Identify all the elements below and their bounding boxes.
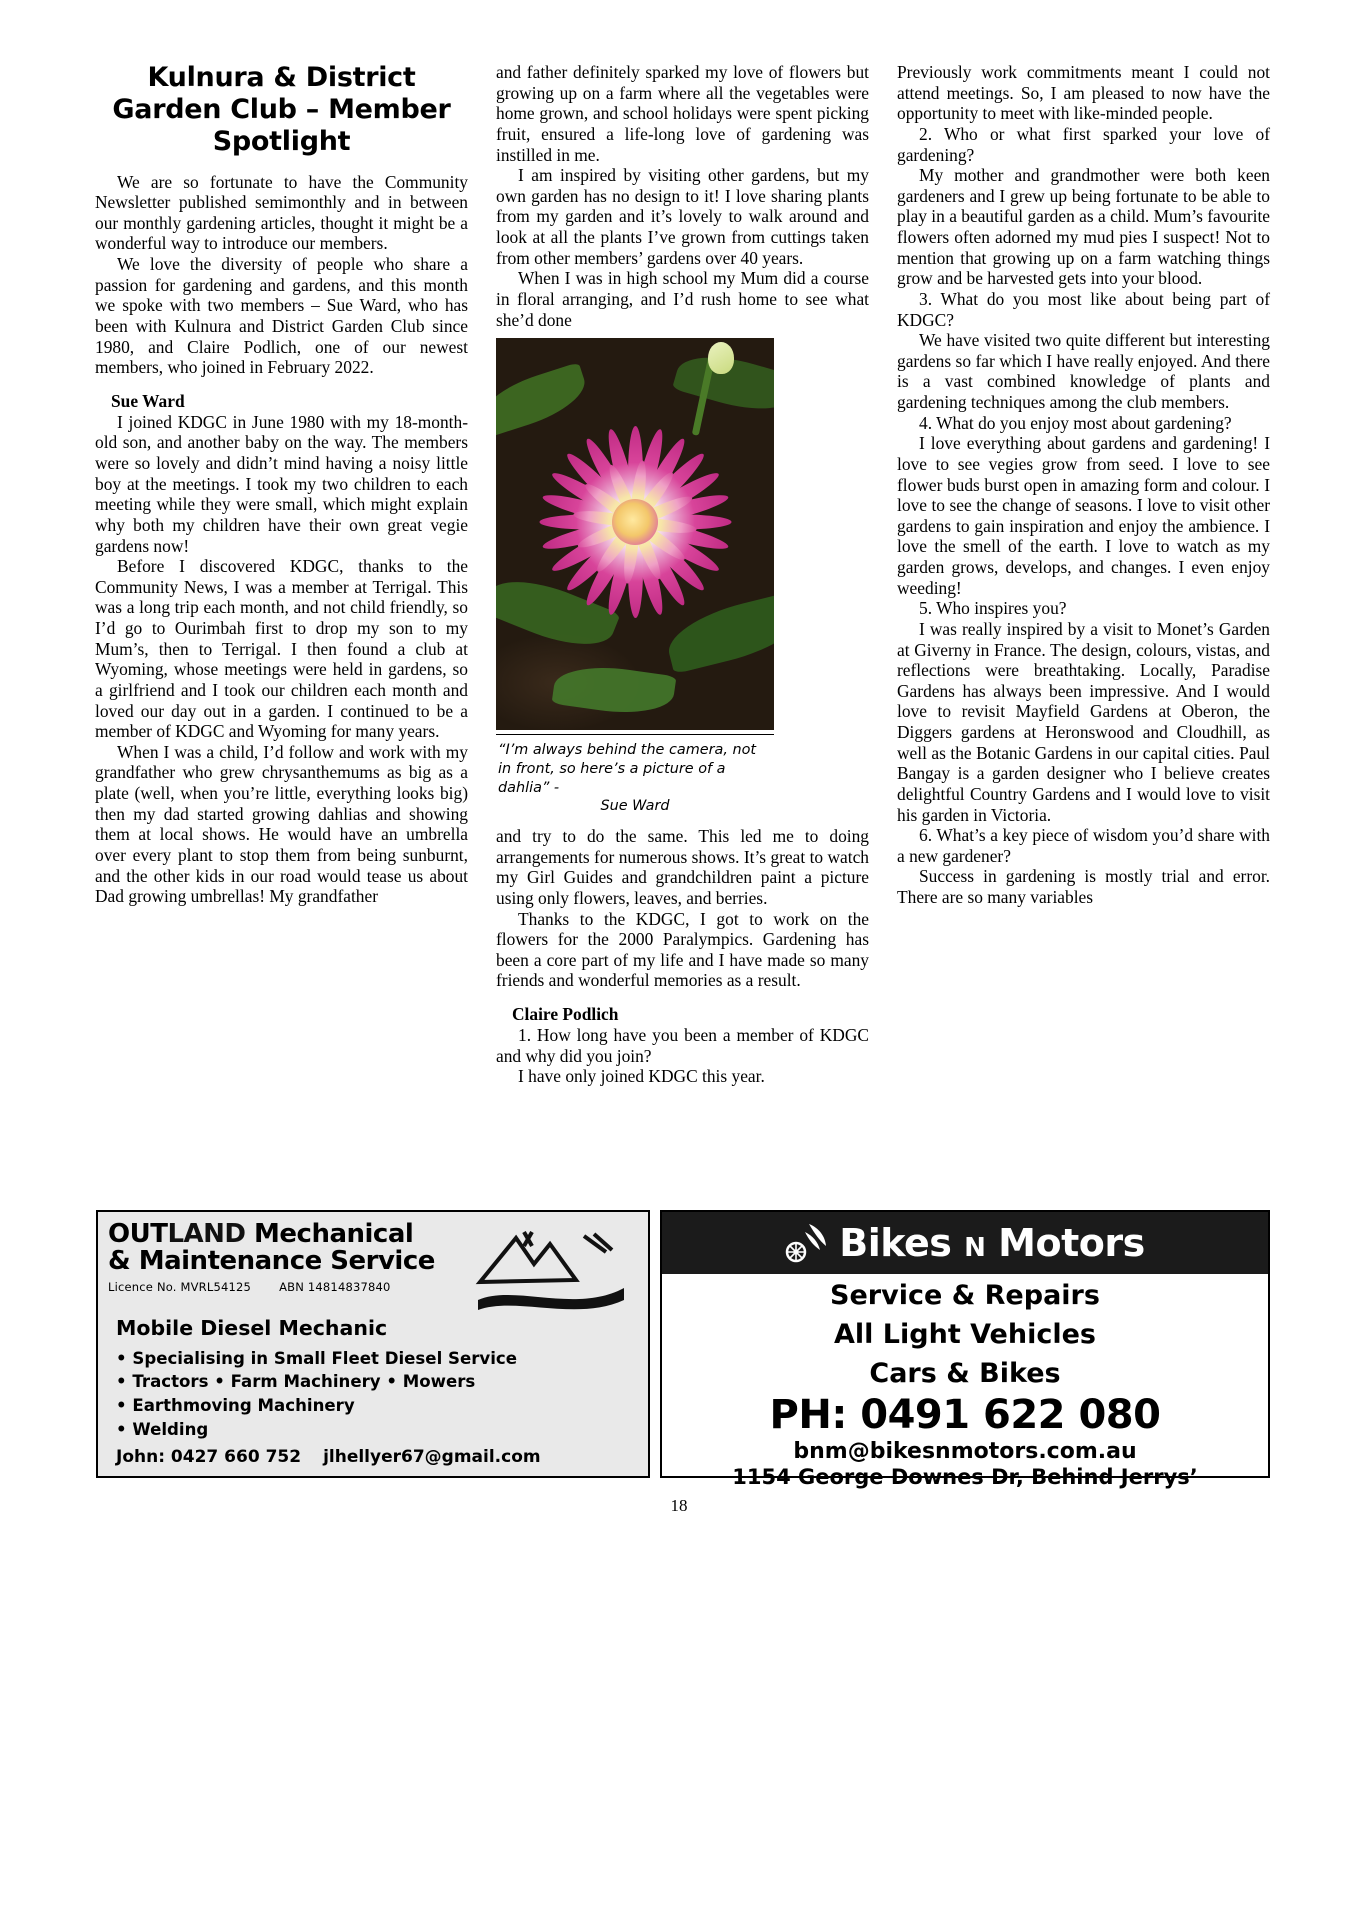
question: 3. What do you most like about being part of KDGC? xyxy=(897,288,1270,330)
ad-title-part-mechanical: Mechanical xyxy=(245,1219,414,1249)
ad-licence-number: Licence No. MVRL54125 xyxy=(108,1279,252,1294)
answer: I was really inspired by a visit to Monet’s Garden at Giverny in France. The design, colours, vistas, and reflections were breathtaking. Locally, Paradise Gardens has always been impressive. And I would love to revisit Mayfield Gardens at Oberon, the Diggers gardens at Heronswood and Cloudhill, as well as the Botanic Gardens in our capital cities. Paul Bangay is a garden designer who I believe creates delightful Country Gardens and I would love to visit his garden in Victoria. xyxy=(897,618,1270,825)
ad-phone[interactable]: PH: 0491 622 080 xyxy=(769,1392,1161,1439)
advertisement-outland-mechanical[interactable] xyxy=(96,1210,650,1478)
answer: I have only joined KDGC this year. xyxy=(518,1066,765,1087)
list-item: • Earthmoving Machinery xyxy=(116,1394,648,1418)
list-item: • Specialising in Small Fleet Diesel Service xyxy=(116,1347,648,1371)
winged-wheel-icon xyxy=(785,1220,829,1266)
list-item: • Welding xyxy=(116,1418,648,1442)
question: 6. What’s a key piece of wisdom you’d share with a new gardener? xyxy=(897,825,1270,866)
ad-contact-phone[interactable]: John: 0427 660 752 xyxy=(116,1447,302,1467)
flower-center xyxy=(612,499,658,545)
paragraph: When I was a child, I’d follow and work with my grandfather who grew chrysanthemums as big as a plate (well, when you’re little, everything looks big) then my dad started growing dahlias and showing them at local shows. He would have an umbrella over every plant to stop them from being sunburnt, and the other kids in our road would tease us about Dad growing umbrellas! My grandfather xyxy=(95,741,468,907)
paragraph: When I was in high school my Mum did a course in floral arranging, and I’d rush home to see what she’d done xyxy=(496,268,869,330)
ad-contact-email[interactable]: jlhellyer67@gmail.com xyxy=(323,1447,541,1467)
paragraph: Previously work commitments meant I could not attend meetings. So, I am pleased to now have the opportunity to meet with like-minded people. xyxy=(897,62,1270,124)
ad-contact xyxy=(116,1447,541,1467)
question: 2. Who or what first sparked your love of gardening? xyxy=(897,123,1270,165)
ad-abn: ABN 14814837840 xyxy=(279,1279,391,1294)
column-1 xyxy=(95,62,468,1197)
page-title: Kulnura & District Garden Club – Member Spotlight xyxy=(112,62,451,157)
ad-brand xyxy=(839,1221,1144,1265)
answer: My mother and grandmother were both keen gardeners and I grew up being fortunate to be able to play in a beautiful garden as a child. Mum’s favourite flowers often adorned my mud pies I suspect! Not to mention that growing up on a farm watching things grow and be harvested gets into your blood. xyxy=(897,165,1270,289)
ad-line-1: Service & Repairs xyxy=(830,1280,1100,1311)
paragraph: and try to do the same. This led me to doing arrangements for numerous shows. It’s great to watch my Girl Guides and grandchildren paint a picture using only flowers, leaves, and berries. xyxy=(496,826,869,908)
paragraph: We love the diversity of people who share a passion for gardening and gardens, and this month we spoke with two members – Sue Ward, who has been with Kulnura and District Garden Club since 1980, and Claire Podlich, one of our newest members, who joined in February 2022. xyxy=(95,254,468,378)
flower-bud xyxy=(708,342,734,374)
question: 4. What do you enjoy most about gardening? xyxy=(919,412,1232,433)
answer: We have visited two quite different but interesting gardens so far which I have really enjoyed. And there is a vast combined knowledge of plants and gardening techniques among the club members. xyxy=(897,330,1270,412)
ad-brand-motors: Motors xyxy=(998,1221,1145,1265)
ad-title-line2: & Maintenance Service xyxy=(108,1246,435,1277)
photo-caption xyxy=(496,734,774,816)
answer: I love everything about gardens and gardening! I love to see vegies grow from seed. I love to see flower buds burst open in amazing form and colour. I love to see the change of seasons. I love to visit other gardens to gain inspiration and enjoy the ambience. I love the smell of the earth. I love to watch as my garden grows, develops, and changes. I even enjoy weeding! xyxy=(897,433,1270,598)
answer: Success in gardening is mostly trial and error. There are so many variables xyxy=(897,866,1270,907)
list-item: • Tractors • Farm Machinery • Mowers xyxy=(116,1370,648,1394)
photo-caption-text: “I’m always behind the camera, not in front, so here’s a picture of a dahlia” - xyxy=(498,742,757,796)
advertisement-bikes-n-motors[interactable] xyxy=(660,1210,1270,1490)
article-columns xyxy=(95,62,1270,1197)
paragraph: We are so fortunate to have the Community Newsletter published semimonthly and in between our monthly gardening articles, thought it might be a wonderful way to introduce our members. xyxy=(95,171,468,254)
ad-brand-bikes: Bikes xyxy=(839,1221,952,1265)
paragraph: I joined KDGC in June 1980 with my 18-month-old son, and another baby on the way. The members were so lovely and didn’t mind having a noisy little boy at the meetings. I took my two children to each meeting while they were small, which might explain why both my children have their own great vegie gardens now! xyxy=(95,411,468,556)
dahlia-bloom xyxy=(530,417,740,627)
ad-service-list xyxy=(98,1347,648,1443)
section-subheading-sue-ward: Sue Ward xyxy=(111,390,185,411)
section-subheading-claire-podlich: Claire Podlich xyxy=(512,1004,619,1024)
ad-subtitle: Mobile Diesel Mechanic xyxy=(116,1315,388,1340)
ad-address: 1154 George Downes Dr, Behind Jerrys’ xyxy=(732,1465,1198,1490)
ad-email[interactable]: bnm@bikesnmotors.com.au xyxy=(793,1439,1137,1465)
question: 1. How long have you been a member of KDGC and why did you join? xyxy=(496,1025,869,1066)
ad-line-2: All Light Vehicles xyxy=(834,1319,1096,1351)
ad-brand-n: N xyxy=(964,1233,986,1263)
dahlia-photo-figure xyxy=(496,338,869,816)
photo-caption-attribution: Sue Ward xyxy=(600,798,670,815)
paragraph: Before I discovered KDGC, thanks to the Community News, I was a member at Terrigal. This was a long trip each month, and not child friendly, so I’d go to Ourimbah first to drop my son to my Mum’s, then to Terrigal. I then found a club at Wyoming, whose meetings were held in gardens, so a girlfriend and I took our children each month and loved our day out in a garden. I continued to be a member of KDGC and Wyoming for many years. xyxy=(95,556,468,742)
column-3 xyxy=(897,62,1270,1197)
dahlia-photo xyxy=(496,338,774,730)
paragraph: I am inspired by visiting other gardens, but my own garden has no design to it! I love sharing plants from my garden and it’s lovely to walk around and look at all the plants I’ve grown from cuttings taken from other members’ gardens over 40 years. xyxy=(496,165,869,268)
mountain-logo-icon xyxy=(472,1222,632,1318)
paragraph: and father definitely sparked my love of flowers but growing up on a farm where all the vegetables were home grown, and school holidays were spent picking fruit, ensured a life-long love of gardening was instilled in me. xyxy=(496,62,869,165)
ad-title-part-land: LAND xyxy=(167,1219,246,1249)
paragraph: Thanks to the KDGC, I got to work on the flowers for the 2000 Paralympics. Gardening has been a core part of my life and I have made so many friends and wonderful memories as a result. xyxy=(496,908,869,991)
page-number: 18 xyxy=(670,1496,688,1515)
ad-banner xyxy=(662,1212,1268,1274)
ad-title-part-out: OUT xyxy=(108,1219,168,1249)
question: 5. Who inspires you? xyxy=(919,598,1067,619)
column-2 xyxy=(496,62,869,1197)
ad-line-3: Cars & Bikes xyxy=(869,1358,1061,1390)
